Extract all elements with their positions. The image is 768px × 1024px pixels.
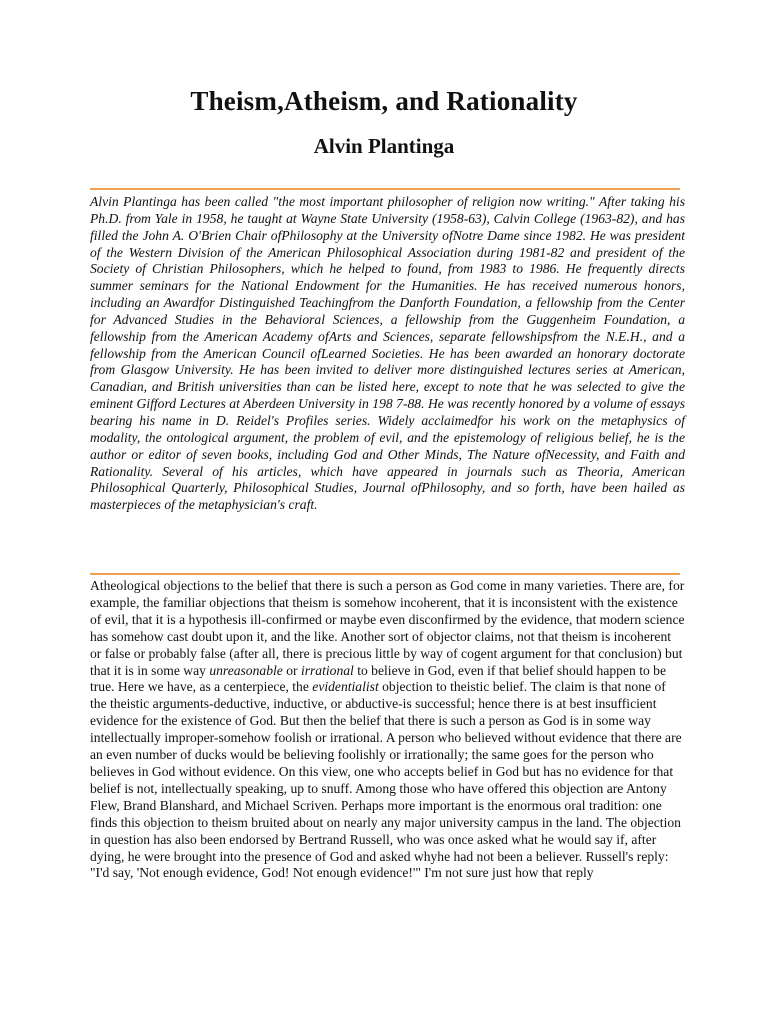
body-text-segment: to believe in God, even if that belief should happen to be true. Here we have, as a centerpiece, the [90, 662, 667, 695]
body-text-segment: Atheological objections to the belief that there is such a person as God come in many varieties. There are, for example, the familiar objections that theism is somehow incoherent, that it is inconsistent with the existence of evil, that it is a hypothesis ill-confirmed or maybe even disconfirmed by the evidence, that modern science has somehow cast doubt upon it, and the like. Another sort of objector claims, not that theism is incoherent or false or probably false (after all, there is precious little by way of cogent argument for that conclusion) but that it is in some way [90, 578, 685, 678]
emphasis-irrational: irrational [300, 662, 354, 678]
body-paragraph [90, 578, 685, 882]
emphasis-unreasonable: unreasonable [209, 662, 283, 678]
author-name: Alvin Plantinga [313, 134, 455, 158]
divider-middle [90, 573, 680, 575]
divider-top [90, 188, 680, 190]
author-bio: Alvin Plantinga has been called "the most important philosopher of religion now writing." After taking his Ph.D. from Yale in 1958, he taught at Wayne State University (1958-63), Calvin College (1963-82), and has filled the John A. O'Brien Chair ofPhilosophy at the University ofNotre Dame since 1982. He was president of the Western Division of the American Philosophical Association during 1981-82 and president of the Society of Christian Philosophers, which he helped to found, from 1983 to 1986. He frequently directs summer seminars for the National Endowment for the Humanities. He has received numerous honors, including an Awardfor Distinguished Teachingfrom the Danforth Foundation, a fellowship from the Center for Advanced Studies in the Behavioral Sciences, a fellowship from the Guggenheim Foundation, a fellowship from the American Academy ofArts and Sciences, separate fellowshipsfrom the N.E.H., and a fellowship from the American Council ofLearned Societies. He has been awarded an honorary doctorate from Glasgow University. He has been invited to deliver more distinguished lectures series at American, Canadian, and British universities than can be listed here, except to note that he was selected to give the eminent Gifford Lectures at Aberdeen University in 198 7-88. He was recently honored by a volume of essays bearing his name in D. Reidel's Profiles series. Widely acclaimedfor his work on the metaphysics of modality, the ontological argument, the problem of evil, and the epistemology of religious belief, he is the author or editor of seven books, including God and Other Minds, The Nature ofNecessity, and Faith and Rationality. Several of his articles, which have appeared in journals such as Theoria, American Philosophical Quarterly, Philosophical Studies, Journal ofPhilosophy, and so forth, have been hailed as masterpieces of the metaphysician's craft. [90, 194, 685, 513]
emphasis-evidentialist: evidentialist [312, 679, 379, 695]
page-title: Theism,Atheism, and Rationality [190, 86, 578, 116]
body-text-segment: or [282, 662, 301, 678]
body-text-segment: objection to theistic belief. The claim is that none of the theistic arguments-deductive, inductive, or abductive-is successful; hence there is at best insufficient evidence for the existence of God. But then the belief that there is such a person as God is in some way intellectually improper-somehow foolish or irrational. A person who believed without evidence that there are an even number of ducks would be believing foolishly or irrationally; the same goes for the person who believes in God without evidence. On this view, one who accepts belief in God but has no evidence for that belief is not, intellectually speaking, up to snuff. Among those who have offered this objection are Antony Flew, Brand Blanshard, and Michael Scriven. Perhaps more important is the enormous oral tradition: one finds this objection to theism bruited about on nearly any major university campus in the land. The objection in question has also been endorsed by Bertrand Russell, who was once asked what he would say if, after dying, he were brought into the presence of God and asked whyhe had not been a believer. Russell's reply: "I'd say, 'Not enough evidence, God! Not enough evidence!'" I'm not sure just how that reply [90, 679, 682, 881]
